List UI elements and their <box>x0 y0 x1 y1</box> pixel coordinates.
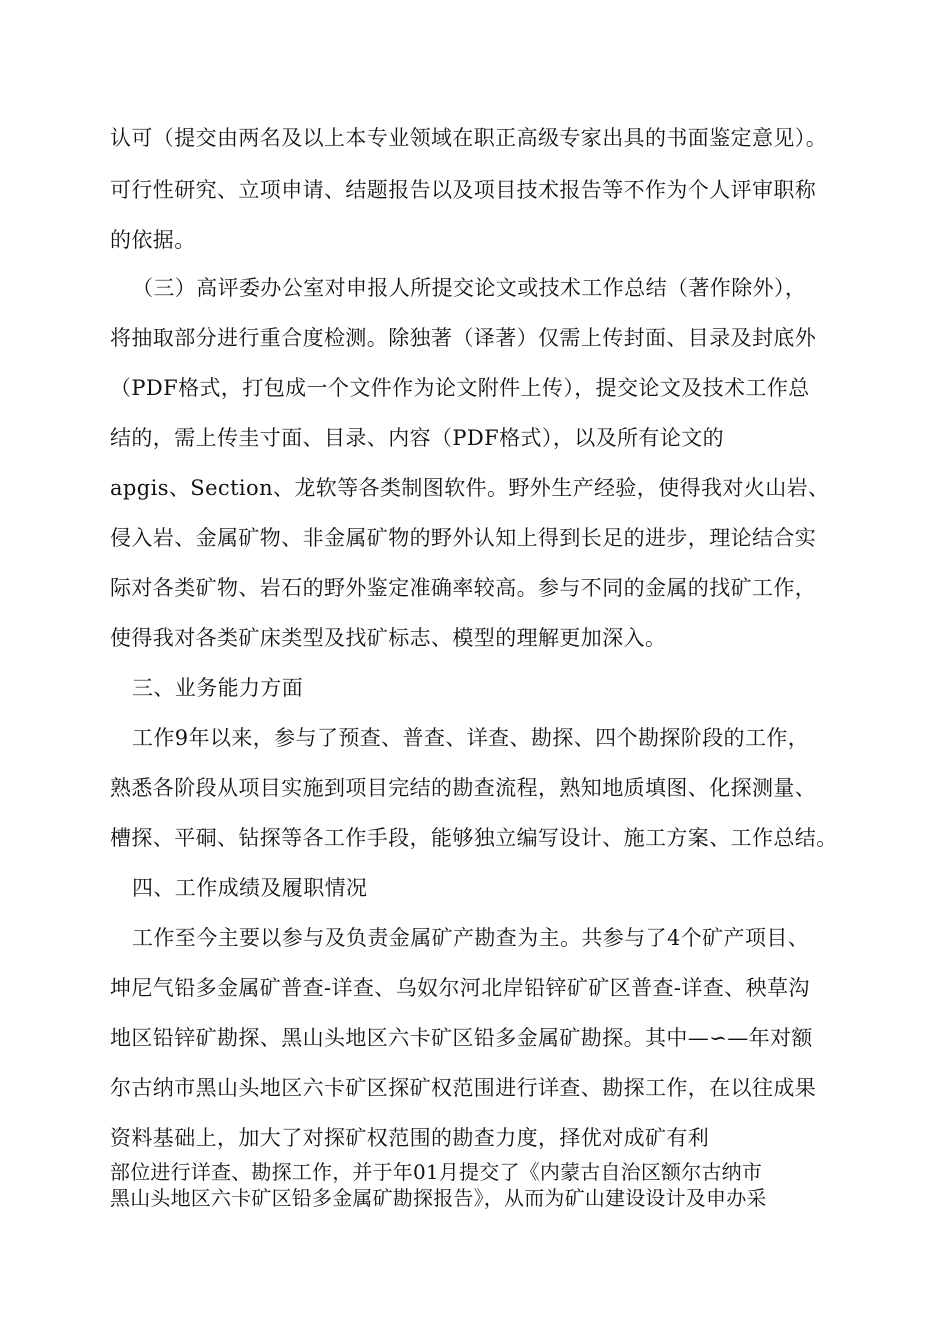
paragraph-line: 认可（提交由两名及以上本专业领域在职正高级专家出具的书面鉴定意见）。 <box>110 126 828 150</box>
paragraph-line: 际对各类矿物、岩石的野外鉴定准确率较高。参与不同的金属的找矿工作， <box>110 576 817 600</box>
paragraph-line: （三）高评委办公室对申报人所提交论文或技术工作总结（著作除外）， <box>132 276 807 300</box>
paragraph-line: 槽探、平硐、钻探等各工作手段，能够独立编写设计、施工方案、工作总结。 <box>110 826 838 850</box>
paragraph-line: 可行性研究、立项申请、结题报告以及项目技术报告等不作为个人评审职称 <box>110 178 817 202</box>
paragraph-line: 部位进行详查、勘探工作，并于年01月提交了《内蒙古自治区额尔古纳市 <box>110 1160 763 1184</box>
paragraph-line: 工作至今主要以参与及负责金属矿产勘查为主。共参与了4个矿产项目、 <box>132 926 810 950</box>
paragraph-line: 熟悉各阶段从项目实施到项目完结的勘查流程，熟知地质填图、化探测量、 <box>110 776 817 800</box>
paragraph-line: （PDF格式，打包成一个文件作为论文附件上传），提交论文及技术工作总 <box>110 376 810 400</box>
paragraph-line: 尔古纳市黑山头地区六卡矿区探矿权范围进行详查、勘探工作，在以往成果 <box>110 1076 817 1100</box>
paragraph-line: 结的，需上传圭寸面、目录、内容（PDF格式），以及所有论文的 <box>110 426 725 450</box>
section-heading: 四、工作成绩及履职情况 <box>132 876 368 900</box>
paragraph-line: 工作9年以来，参与了预查、普查、详查、勘探、四个勘探阶段的工作， <box>132 726 810 750</box>
paragraph-line: 地区铅锌矿勘探、黑山头地区六卡矿区铅多金属矿勘探。其中—∽—年对额 <box>110 1026 813 1050</box>
section-heading: 三、业务能力方面 <box>132 676 304 700</box>
paragraph-line: 的依据。 <box>110 228 196 252</box>
paragraph-line: 使得我对各类矿床类型及找矿标志、模型的理解更加深入。 <box>110 626 667 650</box>
paragraph-line: 侵入岩、金属矿物、非金属矿物的野外认知上得到长足的进步，理论结合实 <box>110 526 817 550</box>
paragraph-line: 黑山头地区六卡矿区铅多金属矿勘探报告》，从而为矿山建设设计及申办采 <box>110 1186 767 1210</box>
paragraph-line: apgis、Section、龙软等各类制图软件。野外生产经验，使得我对火山岩、 <box>110 476 830 500</box>
paragraph-line: 将抽取部分进行重合度检测。除独著（译著）仅需上传封面、目录及封底外 <box>110 326 817 350</box>
paragraph-line: 资料基础上，加大了对探矿权范围的勘查力度，择优对成矿有利 <box>110 1126 710 1150</box>
paragraph-line: 坤尼气铅多金属矿普查-详查、乌奴尔河北岸铅锌矿矿区普查-详查、秧草沟 <box>110 976 810 1000</box>
